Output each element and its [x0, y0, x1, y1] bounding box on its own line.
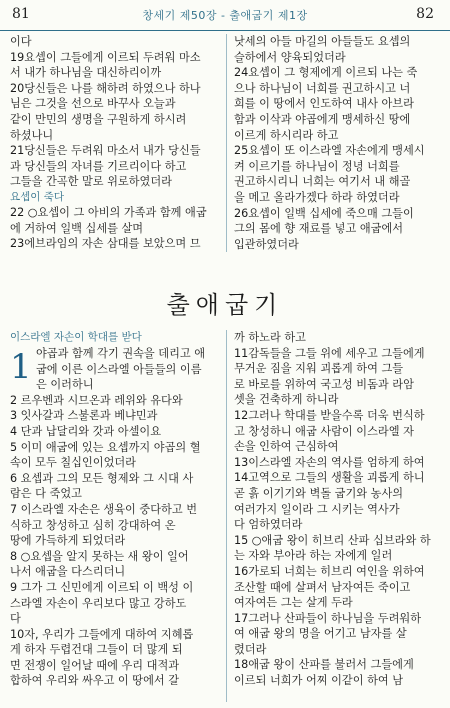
verse-line: 다: [10, 612, 21, 626]
verse-line: 켜 이르기를 하나님이 정녕 너희를: [234, 159, 400, 173]
column-divider-top: [226, 34, 227, 252]
verse-line: 로 바로를 위하여 국고성 비돔과 라암: [234, 377, 414, 391]
verse-line: 22 ○요셉이 그 아비의 가족과 함께 애굽: [10, 205, 207, 219]
verse-line: 람은 다 죽었고: [10, 487, 82, 501]
verse-line: 11감독들을 그들 위에 세우고 그들에게: [234, 346, 425, 360]
verse-line: 20당신들은 나를 해하려 하였으나 하나: [10, 81, 201, 95]
verse-line: 과 당신들의 자녀를 기르리이다 하고: [10, 159, 187, 173]
verse-line: 면 전쟁이 일어날 때에 우리 대적과: [10, 658, 180, 672]
verse-line: 16가로되 너희는 히브리 여인을 위하여: [234, 564, 425, 578]
running-title: 창세기 제50장 - 출애굽기 제1장: [142, 9, 308, 22]
verse-line: 나서 애굽을 다스리더니: [10, 565, 126, 579]
verse-line: 같이 만민의 생명을 구원하게 하시려: [10, 112, 187, 126]
verse-line: 서 내가 하나님을 대신하리이까: [10, 66, 162, 80]
exodus-right-column: [234, 330, 439, 689]
book-title: 출애굽기: [166, 291, 284, 319]
verse-line: 은 이러하니: [36, 378, 94, 392]
genesis-right-column: [234, 34, 439, 252]
verse-line: 13이스라엘 자손의 역사를 엄하게 하여: [234, 455, 425, 469]
verse-line: 10자, 우리가 그들에게 대하여 지혜롭: [10, 627, 194, 641]
verse-line: 곧 흙 이기기와 벽돌 굽기와 농사의: [234, 486, 404, 500]
genesis-left-column: [10, 34, 215, 252]
exodus-left-text: [10, 346, 215, 689]
verse-line: 으나 하나님이 너희를 권고하시고 너: [234, 81, 411, 95]
verse-line: 하셨나니: [10, 128, 54, 142]
verse-line: 19요셉이 그들에게 이르되 두려워 마소: [10, 50, 201, 64]
verse-line: 손을 인하여 근심하여: [234, 440, 339, 454]
verse-line: 렸더라: [234, 642, 267, 656]
verse-line: 15 ○애굽 왕이 히브리 산파 십브라와 하: [234, 533, 431, 547]
verse-line: 그의 몸에 향 재료를 넣고 애굽에서: [234, 222, 404, 236]
section-heading: 이스라엘 자손이 학대를 받다: [10, 331, 142, 343]
verse-line: 조산할 때에 살펴서 남자여든 죽이고: [234, 580, 411, 594]
verse-line: 2 르우벤과 시므온과 레위와 유다와: [10, 393, 183, 407]
verse-line: 까 하노라 하고: [234, 331, 306, 344]
verse-line: 21당신들은 두려워 마소서 내가 당신들: [10, 144, 201, 158]
verse-line: 4 단과 납달리와 갓과 아셀이요: [10, 424, 162, 438]
verse-line: 님은 그것을 선으로 바꾸사 오늘과: [10, 97, 176, 111]
verse-line: 는 자와 부아라 하는 자에게 일러: [234, 549, 393, 563]
verse-line: 이르되 너희가 어찌 이같이 하여 남: [234, 674, 404, 688]
verse-line: 26요셉이 일백 십세에 죽으매 그들이: [234, 206, 414, 220]
verse-line: 굽에 이른 이스라엘 아들들의 이름: [36, 362, 202, 376]
verse-line: 합하여 우리와 싸우고 이 땅에서 갈: [10, 674, 180, 688]
chapter-number: 1: [10, 347, 32, 387]
verse-line: 여러가지 일이라 그 시키는 역사가: [234, 502, 400, 516]
page-number-left: 81: [12, 6, 30, 22]
verse-line: 희를 이 땅에서 인도하여 내사 아브라: [234, 97, 414, 111]
verse-line: 스라엘 자손이 우리보다 많고 강하도: [10, 596, 187, 610]
verse-line: 그들을 간곡한 말로 위로하였더라: [10, 175, 172, 189]
verse-line: 12그러나 학대를 받을수록 더욱 번식하: [234, 408, 425, 422]
verse-line: 을 메고 올라가겠다 하라 하였더라: [234, 190, 400, 204]
verse-line: 23에브라임의 자손 삼대를 보았으며 므: [10, 237, 201, 251]
verse-line: 7 이스라엘 자손은 생육이 중다하고 번: [10, 502, 198, 516]
verse-line: 게 하자 두렵건대 그들이 더 많게 되: [10, 643, 183, 657]
verse-line: 14고역으로 그들의 생활을 괴롭게 하니: [234, 471, 425, 485]
exodus-left-column: [10, 330, 215, 345]
verse-line: 여자여든 그는 살게 두라: [234, 596, 353, 610]
verse-line: 다 엄하였더라: [234, 518, 303, 532]
verse-line: 식하고 창성하고 심히 강대하여 온: [10, 518, 176, 532]
verse-line: 5 이미 애굽에 있는 요셉까지 야곱의 혈: [10, 440, 201, 454]
section-heading: 요셉이 죽다: [10, 190, 65, 203]
verse-line: 권고하시리니 너희는 여기서 내 해골: [234, 175, 411, 189]
verse-line: 3 잇사갈과 스불론과 베냐민과: [10, 409, 158, 423]
verse-line: 낫세의 아들 마길의 아들들도 요셉의: [234, 35, 411, 48]
verse-line: 9 그가 그 신민에게 이르되 이 백성 이: [10, 580, 194, 594]
verse-line: 무거운 짐을 지워 괴롭게 하여 그들: [234, 362, 404, 376]
verse-line: 이르게 하시리라 하고: [234, 128, 339, 142]
verse-line: 17그러나 산파들이 하나님을 두려워하: [234, 611, 422, 625]
column-divider-bottom: [226, 330, 227, 702]
verse-line: 야곱과 함께 각기 권속을 데리고 애: [36, 347, 206, 360]
verse-line: 이다: [10, 35, 32, 48]
page-header: [0, 0, 450, 31]
verse-line: 에 거하여 일백 십세를 살며: [10, 221, 144, 235]
verse-line: 6 요셉과 그의 모든 형제와 그 시대 사: [10, 471, 194, 485]
verse-line: 여 애굽 왕의 명을 어기고 남자를 살: [234, 627, 407, 641]
verse-line: 8 ○요셉을 알지 못하는 새 왕이 일어: [10, 549, 189, 563]
verse-line: 땅에 가득하게 되었더라: [10, 534, 126, 548]
page-number-right: 82: [416, 6, 434, 22]
verse-line: 슬하에서 양육되었더라: [234, 50, 346, 64]
verse-line: 18애굽 왕이 산파를 불러서 그들에게: [234, 658, 414, 672]
verse-line: 셋을 건축하게 하니라: [234, 393, 339, 407]
verse-line: 입관하였더라: [234, 237, 299, 251]
verse-line: 24요셉이 그 형제에게 이르되 나는 죽: [234, 66, 418, 80]
verse-line: 고 창성하니 애굽 사람이 이스라엘 자: [234, 424, 414, 438]
verse-line: 속이 모두 칠십인이었더라: [10, 456, 136, 470]
verse-line: 25요셉이 또 이스라엘 자손에게 맹세시: [234, 144, 425, 158]
verse-line: 함과 이삭과 야곱에게 맹세하신 땅에: [234, 112, 411, 126]
